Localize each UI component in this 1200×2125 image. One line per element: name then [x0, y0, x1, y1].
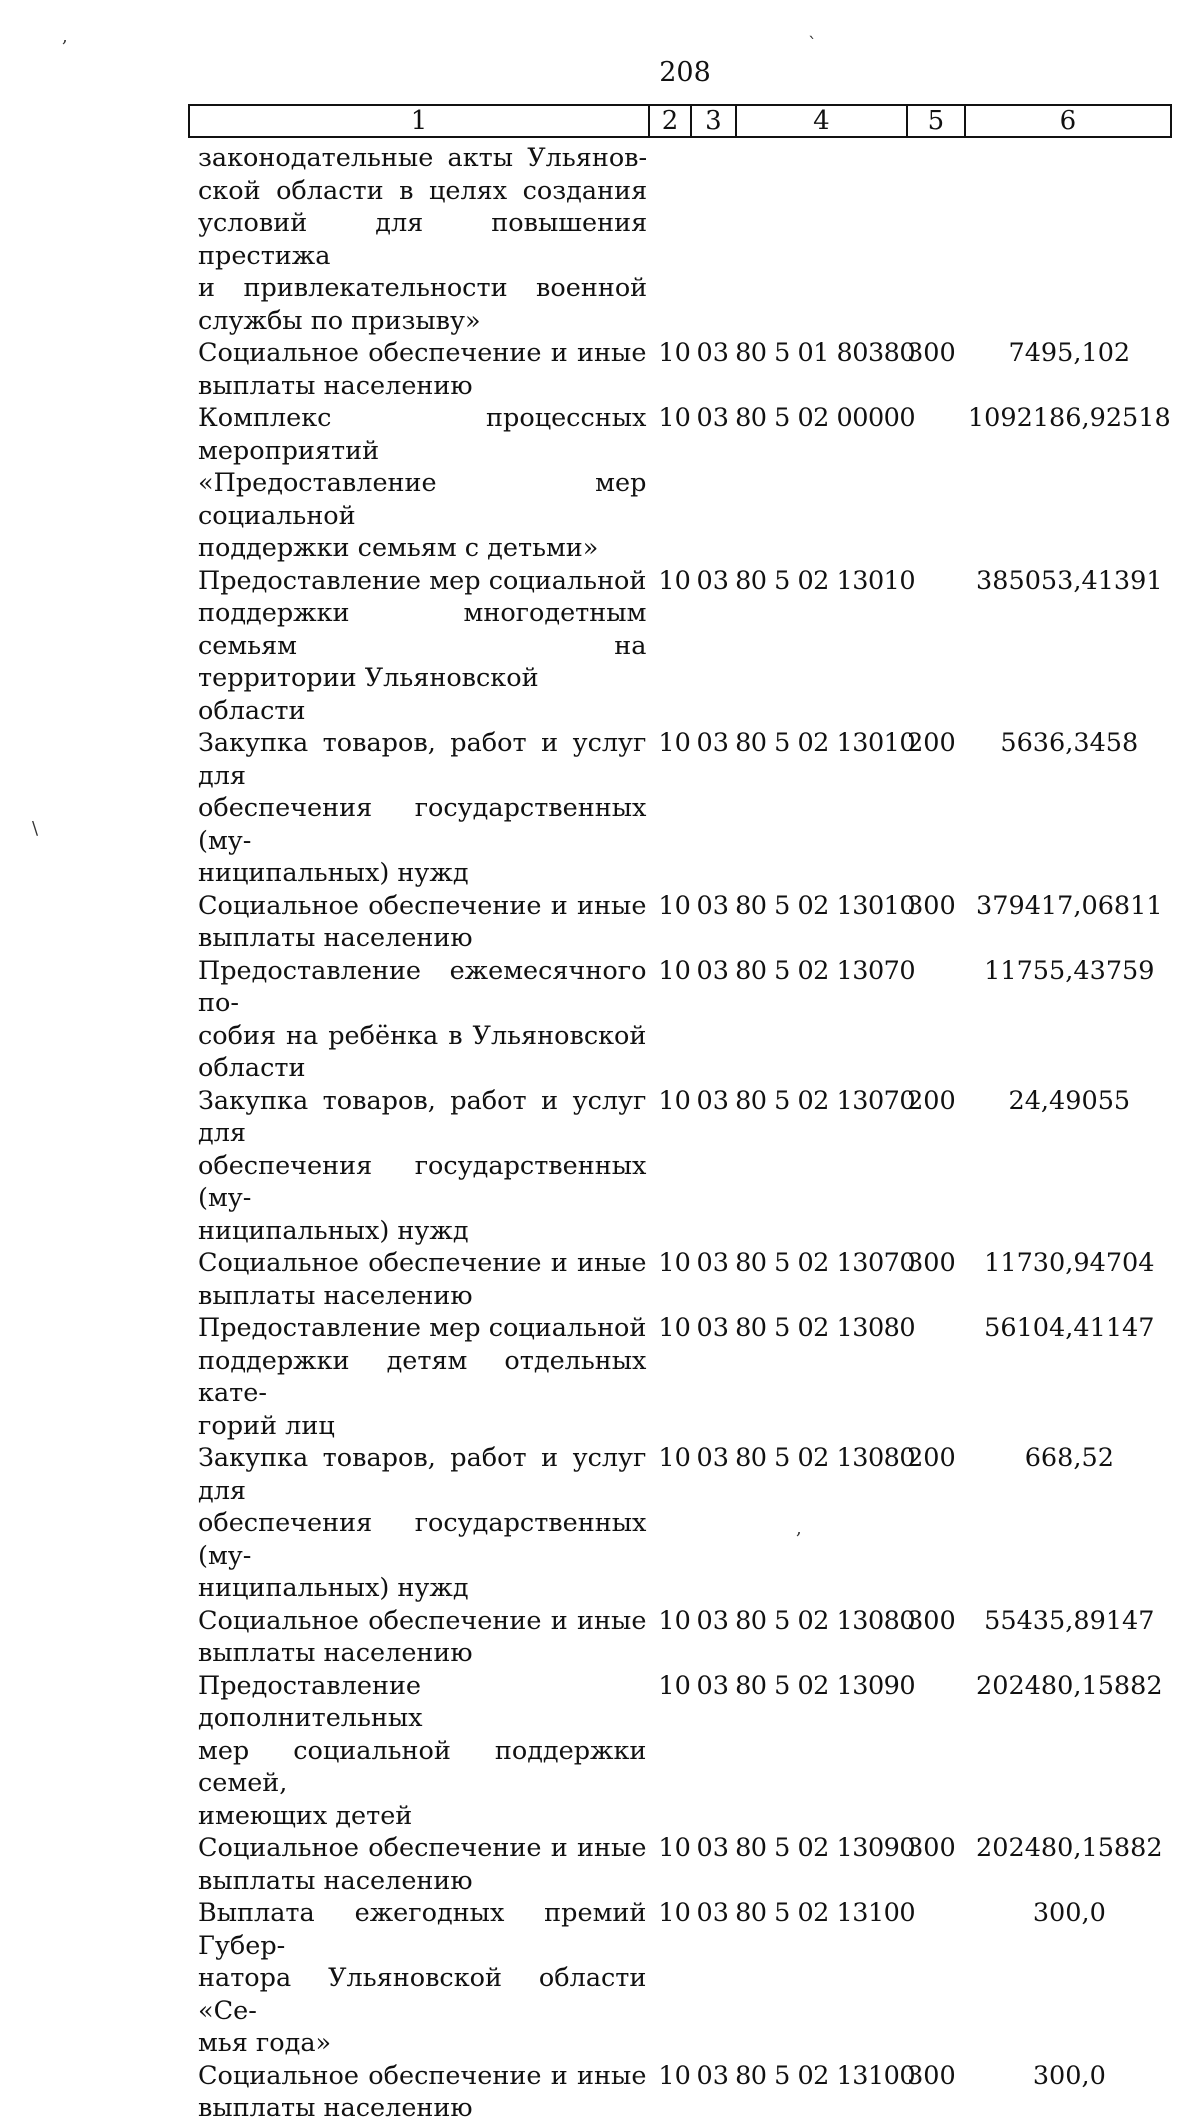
description-line: Предоставление мер социальной	[198, 565, 647, 596]
description-line: ниципальных) нужд	[198, 858, 469, 888]
table-row	[188, 337, 1172, 402]
description-line: обеспечения государственных (му-	[198, 1508, 647, 1571]
row-target-article-code: 80 5 02 13090	[735, 1833, 916, 1863]
table-row	[188, 1670, 1172, 1833]
row-subsection-code: 03	[696, 1670, 729, 1701]
row-target-article-code: 80 5 02 13070	[735, 1085, 916, 1116]
row-subsection-code: 03	[696, 955, 729, 986]
row-amount: 300,0	[1032, 2060, 1106, 2091]
row-description	[188, 1605, 646, 1670]
row-section-code: 10	[658, 1605, 691, 1636]
row-section-code: 10	[658, 1898, 691, 1928]
row-description	[188, 1832, 646, 1897]
description-line: Социальное обеспечение и иные	[198, 1833, 647, 1863]
table-row	[188, 1605, 1172, 1670]
row-section-code: 10	[658, 338, 691, 368]
row-target-article-code: 80 5 02 00000	[735, 403, 916, 433]
scan-speck: ˋ	[808, 34, 817, 55]
description-line: поддержки семьям с детьми»	[198, 533, 599, 563]
description-line: выплаты населению	[198, 1865, 473, 1896]
row-target-article-code: 80 5 02 13070	[735, 955, 916, 986]
row-subsection-code: 03	[696, 403, 729, 433]
row-target-article-code: 80 5 02 13080	[735, 1313, 916, 1343]
row-section-code: 10	[658, 403, 691, 433]
row-amount: 24,49055	[1008, 1085, 1131, 1116]
description-line: Социальное обеспечение и иные	[198, 1248, 647, 1278]
description-line: Предоставление мер социальной	[198, 1313, 647, 1343]
row-subsection-code: 03	[696, 565, 729, 596]
description-line: обеспечения государственных (му-	[198, 793, 647, 856]
description-line: законодательные акты Ульянов-	[198, 143, 648, 173]
description-line: «Предоставление мер социальной	[198, 468, 647, 531]
row-section-code: 10	[658, 728, 691, 758]
row-target-article-code: 80 5 02 13080	[735, 1605, 916, 1636]
header-col-3: 3	[692, 106, 737, 136]
table-row	[188, 1085, 1172, 1248]
table-row	[188, 1442, 1172, 1605]
table-row	[188, 955, 1172, 1085]
row-expense-type-code: 200	[907, 728, 956, 758]
row-amount: 202480,15882	[976, 1670, 1163, 1701]
page-number-text: 208	[659, 57, 711, 88]
budget-table	[188, 104, 1172, 2125]
row-section-code: 10	[658, 1313, 691, 1343]
row-amount: 5636,3458	[1000, 728, 1139, 758]
row-section-code: 10	[658, 2060, 691, 2091]
description-line: службы по призыву»	[198, 305, 481, 336]
table-row	[188, 1312, 1172, 1442]
description-line: поддержки многодетным семьям на	[198, 598, 647, 661]
table-row	[188, 402, 1172, 565]
row-description	[188, 402, 646, 565]
row-expense-type-code: 200	[907, 1443, 956, 1473]
description-line: территории Ульяновской области	[198, 663, 539, 726]
row-amount: 7495,102	[1008, 338, 1131, 368]
row-description	[188, 1085, 646, 1248]
row-section-code: 10	[658, 955, 691, 986]
row-subsection-code: 03	[696, 1833, 729, 1863]
row-section-code: 10	[658, 1670, 691, 1701]
description-line: Социальное обеспечение и иные	[198, 890, 647, 921]
description-line: выплаты населению	[198, 1638, 473, 1668]
row-description	[188, 955, 646, 1085]
description-line: области	[198, 1053, 306, 1083]
description-line: Закупка товаров, работ и услуг для	[198, 1085, 647, 1148]
header-col-6: 6	[1059, 106, 1077, 136]
row-expense-type-code: 300	[907, 1605, 956, 1636]
description-line: выплаты населению	[198, 370, 473, 401]
row-amount: 202480,15882	[976, 1833, 1163, 1863]
row-subsection-code: 03	[696, 1313, 729, 1343]
description-line: ской области в целях создания	[198, 175, 648, 206]
description-line: Закупка товаров, работ и услуг для	[198, 1443, 647, 1506]
row-target-article-code: 80 5 02 13080	[735, 1443, 916, 1473]
description-line: Выплата ежегодных премий Губер-	[198, 1898, 647, 1961]
description-line: натора Ульяновской области «Се-	[198, 1963, 647, 2026]
row-target-article-code: 80 5 02 13010	[735, 728, 916, 758]
row-subsection-code: 03	[696, 728, 729, 758]
row-subsection-code: 03	[696, 338, 729, 368]
row-expense-type-code: 200	[907, 1085, 956, 1116]
table-row	[188, 142, 1172, 337]
row-expense-type-code: 300	[907, 2060, 956, 2091]
row-description	[188, 890, 646, 955]
description-line: мья года»	[198, 2028, 332, 2058]
header-col-1: 1	[190, 106, 650, 136]
header-col-2: 2	[650, 106, 692, 136]
description-line: Предоставление ежемесячного по-	[198, 955, 647, 1018]
row-description	[188, 1247, 646, 1312]
description-line: Социальное обеспечение и иные	[198, 2060, 647, 2091]
table-row	[188, 890, 1172, 955]
row-expense-type-code: 300	[907, 1248, 956, 1278]
description-line: Социальное обеспечение и иные	[198, 338, 647, 368]
description-line: Комплекс процессных мероприятий	[198, 403, 647, 466]
table-row	[188, 2060, 1172, 2125]
description-line: обеспечения государственных (му-	[198, 1150, 647, 1213]
row-subsection-code: 03	[696, 1085, 729, 1116]
row-target-article-code: 80 5 02 13010	[735, 565, 916, 596]
page-number	[0, 56, 1200, 90]
table-row	[188, 1247, 1172, 1312]
row-amount: 1092186,92518	[967, 403, 1171, 433]
row-subsection-code: 03	[696, 1248, 729, 1278]
description-line: Закупка товаров, работ и услуг для	[198, 728, 647, 791]
row-amount: 668,52	[1024, 1443, 1114, 1473]
row-section-code: 10	[658, 1833, 691, 1863]
row-target-article-code: 80 5 01 80380	[735, 338, 916, 368]
description-line: ниципальных) нужд	[198, 1573, 469, 1603]
row-amount: 379417,06811	[976, 890, 1163, 921]
row-amount: 55435,89147	[984, 1605, 1155, 1636]
table-row	[188, 1897, 1172, 2060]
table-row	[188, 565, 1172, 728]
row-description	[188, 727, 646, 890]
table-body	[188, 142, 1172, 2125]
row-amount: 385053,41391	[976, 565, 1163, 596]
description-line: выплаты населению	[198, 923, 473, 953]
description-line: Социальное обеспечение и иные	[198, 1605, 647, 1636]
description-line: выплаты населению	[198, 2093, 473, 2123]
row-target-article-code: 80 5 02 13090	[735, 1670, 916, 1701]
description-line: Предоставление дополнительных	[198, 1670, 423, 1733]
row-subsection-code: 03	[696, 890, 729, 921]
row-section-code: 10	[658, 1443, 691, 1473]
row-expense-type-code: 300	[907, 1833, 956, 1863]
row-target-article-code: 80 5 02 13100	[735, 1898, 916, 1928]
row-target-article-code: 80 5 02 13070	[735, 1248, 916, 1278]
description-line: поддержки детям отдельных кате-	[198, 1345, 647, 1408]
row-amount: 56104,41147	[984, 1313, 1155, 1343]
row-section-code: 10	[658, 1248, 691, 1278]
row-amount: 300,0	[1032, 1898, 1106, 1928]
row-description	[188, 337, 646, 402]
row-subsection-code: 03	[696, 1605, 729, 1636]
row-target-article-code: 80 5 02 13100	[735, 2060, 916, 2091]
row-amount: 11755,43759	[984, 955, 1155, 986]
row-description	[188, 1312, 646, 1442]
row-amount: 11730,94704	[984, 1248, 1155, 1278]
row-expense-type-code: 300	[907, 338, 956, 368]
row-description	[188, 1670, 646, 1833]
row-description	[188, 1442, 646, 1605]
description-line: мер социальной поддержки семей,	[198, 1735, 647, 1798]
row-subsection-code: 03	[696, 1898, 729, 1928]
description-line: ниципальных) нужд	[198, 1215, 469, 1246]
description-line: горий лиц	[198, 1410, 335, 1441]
row-description	[188, 565, 646, 728]
row-description	[188, 142, 647, 337]
description-line: собия на ребёнка в Ульяновской	[198, 1020, 647, 1051]
row-section-code: 10	[658, 890, 691, 921]
row-subsection-code: 03	[696, 1443, 729, 1473]
header-col-5: 5	[908, 106, 966, 136]
header-col-4: 4	[737, 106, 908, 136]
row-description	[188, 1897, 646, 2060]
description-line: выплаты населению	[198, 1280, 473, 1311]
table-row	[188, 1832, 1172, 1897]
scan-speck: \	[32, 818, 39, 839]
description-line: имеющих детей	[198, 1800, 413, 1831]
scan-speck: ,	[796, 1518, 802, 1539]
description-line: и привлекательности военной	[198, 273, 648, 303]
table-row	[188, 727, 1172, 890]
row-target-article-code: 80 5 02 13010	[735, 890, 916, 921]
table-header	[188, 104, 1172, 138]
row-subsection-code: 03	[696, 2060, 729, 2091]
scan-speck: ,	[62, 26, 68, 47]
row-expense-type-code: 300	[907, 890, 956, 921]
row-section-code: 10	[658, 1085, 691, 1116]
row-description	[188, 2060, 646, 2125]
row-section-code: 10	[658, 565, 691, 596]
description-line: условий для повышения престижа	[198, 208, 648, 271]
